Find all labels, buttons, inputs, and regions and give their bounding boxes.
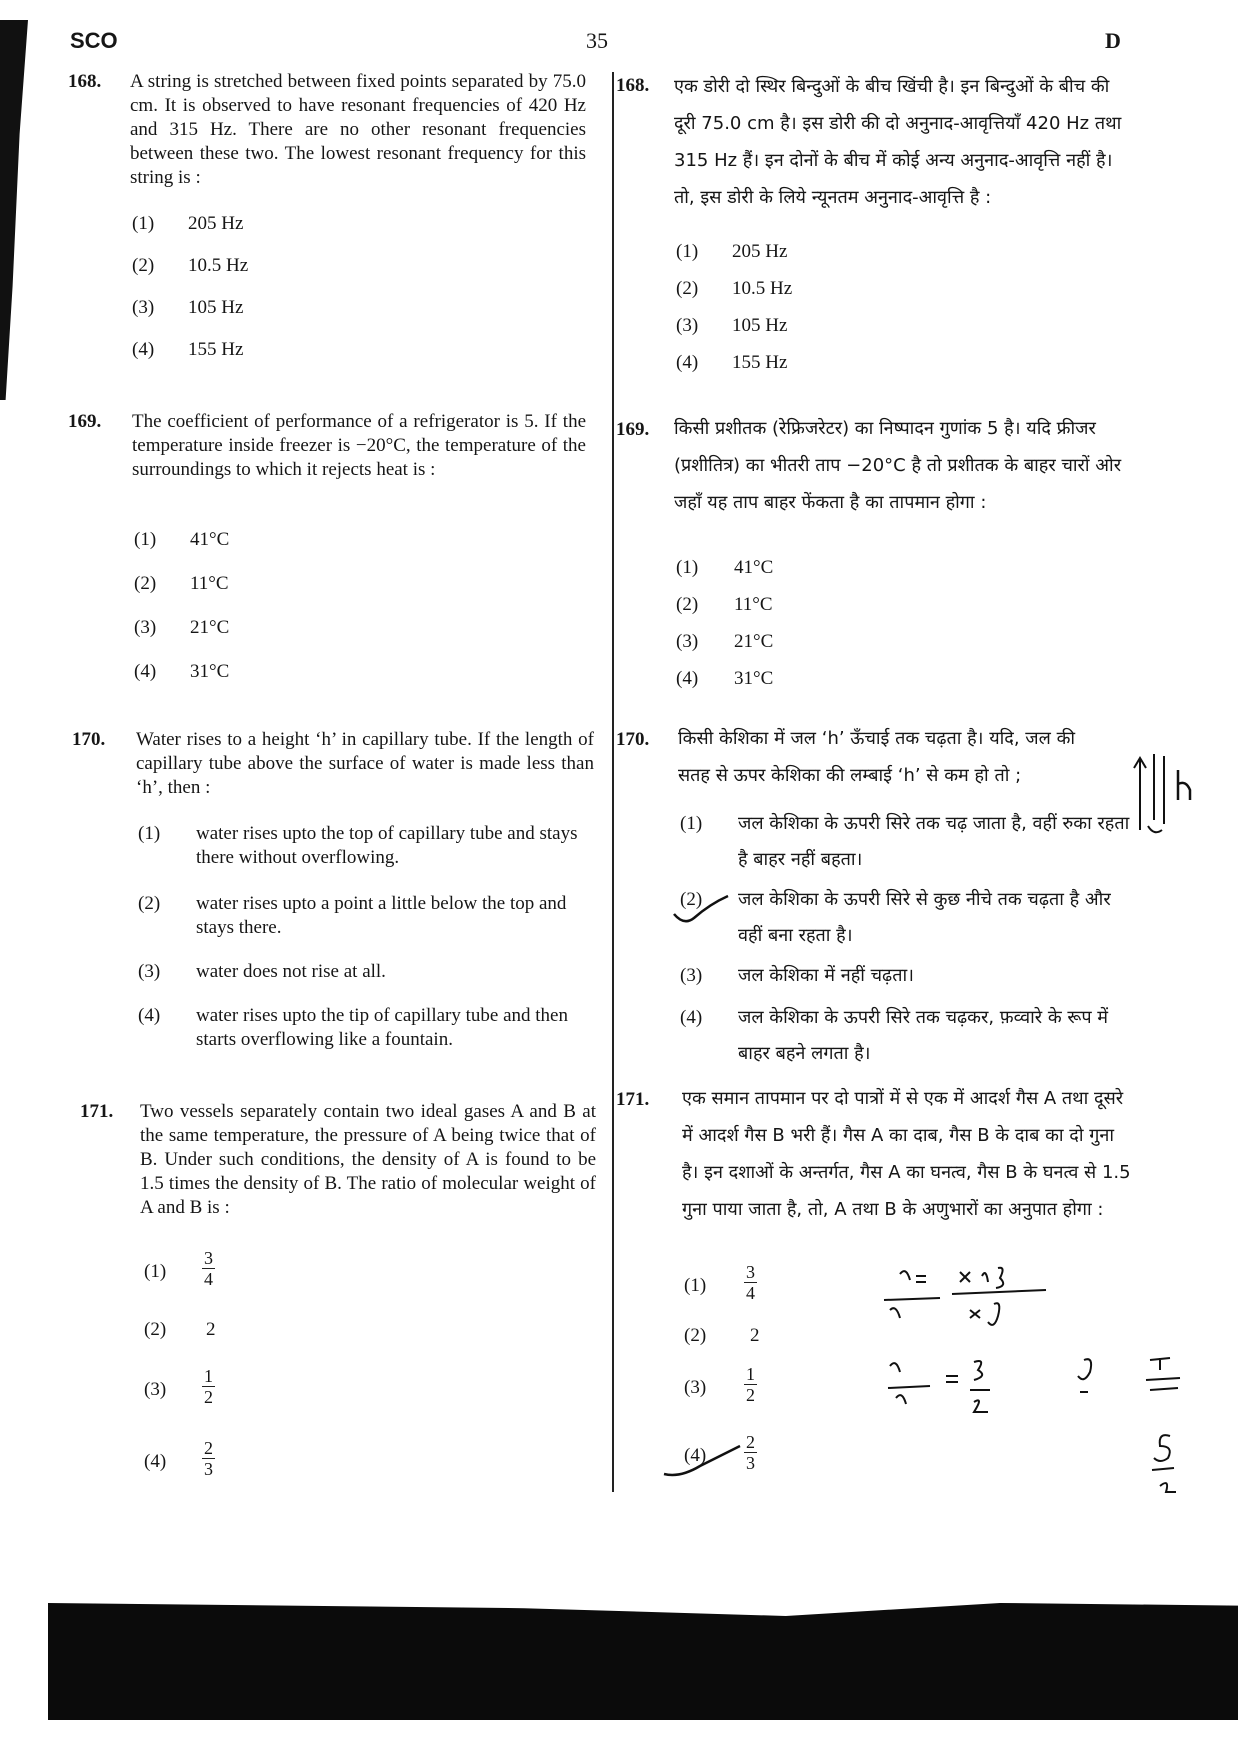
question-number: 168. — [616, 75, 650, 96]
question-text: एक डोरी दो स्थिर बिन्दुओं के बीच खिंची है। इन बिन्दुओं के बीच की दूरी 75.0 cm है। इस डोरी की दो अनुनाद-आवृत्तियाँ 420 Hz तथा 315 Hz हैं। इन दोनों के बीच में कोई अन्य अनुनाद-आवृत्ति नहीं है। तो, इस डोरी के लिये न्यूनतम अनुनाद-आवृत्ति है : — [674, 76, 1122, 208]
question-169-hi: 169. किसी प्रशीतक (रेफ्रिजरेटर) का निष्पादन गुणांक 5 है। यदि फ्रीजर (प्रशीतित्र) का भीतरी ताप −20°C है तो प्रशीतक के बाहर चारों ओर जहाँ यह ताप बाहर फेंकता है का तापमान होगा : (1) 41°C (2) 11°C (3) 21°C (4) 31°C — [616, 410, 1136, 700]
question-number: 170. — [72, 729, 106, 750]
question-text: किसी केशिका में जल ‘h’ ऊँचाई तक चढ़ता है। यदि, जल की सतह से ऊपर केशिका की लम्बाई ‘h’ से कम हो तो ; — [678, 728, 1076, 786]
page-number: 35 — [586, 28, 608, 53]
scan-edge-mark — [0, 20, 28, 400]
question-text: The coefficient of performance of a refrigerator is 5. If the temperature inside freezer is −20°C, the temperature of the surroundings to which it rejects heat is : — [132, 411, 586, 480]
question-170-en: 170. Water rises to a height ‘h’ in capillary tube. If the length of capillary tube above the surface of water is made less than ‘h’, then : (1) water rises upto the top of capillary tube and stays there without overflowing. (2) water rises upto a point a little below the top and stays there. (3) water does not rise at all. (4) water rises upto the tip of capillary tube and then starts overflowing like a fountain. — [72, 729, 594, 1050]
question-text: A string is stretched between fixed points separated by 75.0 cm. It is observed to have resonant frequencies of 420 Hz and 315 Hz. There are no other resonant frequencies between these two. The lowest resonant frequency for this string is : — [130, 71, 586, 188]
test-version: D — [1105, 28, 1121, 53]
question-text: एक समान तापमान पर दो पात्रों में से एक में आदर्श गैस A तथा दूसरे में आदर्श गैस B भरी हैं। गैस A का दाब, गैस B के दाब का दो गुना है। इन दशाओं के अन्तर्गत, गैस A का घनत्व, गैस B के घनत्व से 1.5 गुना पाया जाता है, तो, A तथा B के अणुभारों का अनुपात होगा : — [682, 1088, 1131, 1220]
question-text: किसी प्रशीतक (रेफ्रिजरेटर) का निष्पादन गुणांक 5 है। यदि फ्रीजर (प्रशीतित्र) का भीतरी ताप −20°C है तो प्रशीतक के बाहर चारों ओर जहाँ यह ताप बाहर फेंकता है का तापमान होगा : — [674, 418, 1122, 513]
booklet-code: SCO — [70, 28, 118, 53]
question-169-en: 169. The coefficient of performance of a refrigerator is 5. If the temperature inside freezer is −20°C, the temperature of the surroundings to which it rejects heat is : (1) 41°C (2) 11°C (3) 21°C (4) 31°C — [68, 411, 586, 682]
handwritten-arrows-icon — [1130, 750, 1200, 840]
question-171-hi: 171. एक समान तापमान पर दो पात्रों में से एक में आदर्श गैस A तथा दूसरे में आदर्श गैस B भरी हैं। गैस A का दाब, गैस B के दाब का दो गुना है। इन दशाओं के अन्तर्गत, गैस A का घनत्व, गैस B के घनत्व से 1.5 गुना पाया जाता है, तो, A तथा B के अणुभारों का अनुपात होगा : (1) 3 4 (2) 2 (3) 1 2 (4) 2 3 — [616, 1080, 1136, 1500]
question-number: 169. — [616, 419, 650, 440]
question-number: 170. — [616, 729, 650, 750]
question-171-en: 171. Two vessels separately contain two ideal gases A and B at the same temperature, the pressure of A being twice that of B. Under such conditions, the density of A is found to be 1.5 times the density of B. The ratio of molecular weight of A and B is : (1) 3 4 (2) 2 (3) 1 2 (4) 2 3 — [80, 1101, 596, 1479]
question-number: 168. — [68, 71, 102, 92]
question-number: 171. — [616, 1089, 650, 1110]
question-170-hi: 170. किसी केशिका में जल ‘h’ ऊँचाई तक चढ़ता है। यदि, जल की सतह से ऊपर केशिका की लम्बाई ‘h’ से कम हो तो ; (1) जल केशिका के ऊपरी सिरे तक चढ़ जाता है, वहीं रुका रहता है बाहर नहीं बहता। (2) जल केशिका के ऊपरी सिरे से कुछ नीचे तक चढ़ता है और वहीं बना रहता है। (3) जल केशिका में नहीं चढ़ता। (4) जल केशिका के ऊपरी सिरे तक चढ़कर, फ़व्वारे के रूप में बाहर बहने लगता है। — [616, 720, 1136, 1070]
column-divider — [612, 72, 614, 1492]
scan-bottom-band — [48, 1590, 1238, 1720]
question-text: Two vessels separately contain two ideal gases A and B at the same temperature, the pressure of A being twice that of B. Under such conditions, the density of A is found to be 1.5 times the density of B. The ratio of molecular weight of A and B is : — [140, 1101, 596, 1218]
question-number: 171. — [80, 1101, 114, 1122]
question-number: 169. — [68, 411, 102, 432]
question-text: Water rises to a height ‘h’ in capillary tube. If the length of capillary tube above the surface of water is made less than ‘h’, then : — [136, 729, 594, 798]
question-168-en: 168. A string is stretched between fixed points separated by 75.0 cm. It is observed to have resonant frequencies of 420 Hz and 315 Hz. There are no other resonant frequencies between these two. The lowest resonant frequency for this string is : (1) 205 Hz (2) 10.5 Hz (3) 105 Hz (4) 155 Hz — [68, 71, 586, 360]
question-168-hi: 168. एक डोरी दो स्थिर बिन्दुओं के बीच खिंची है। इन बिन्दुओं के बीच की दूरी 75.0 cm है। इस डोरी की दो अनुनाद-आवृत्तियाँ 420 Hz तथा 315 Hz हैं। इन दोनों के बीच में कोई अन्य अनुनाद-आवृत्ति नहीं है। तो, इस डोरी के लिये न्यूनतम अनुनाद-आवृत्ति है : (1) 205 Hz (2) 10.5 Hz (3) 105 Hz (4) 155 Hz — [616, 68, 1136, 378]
